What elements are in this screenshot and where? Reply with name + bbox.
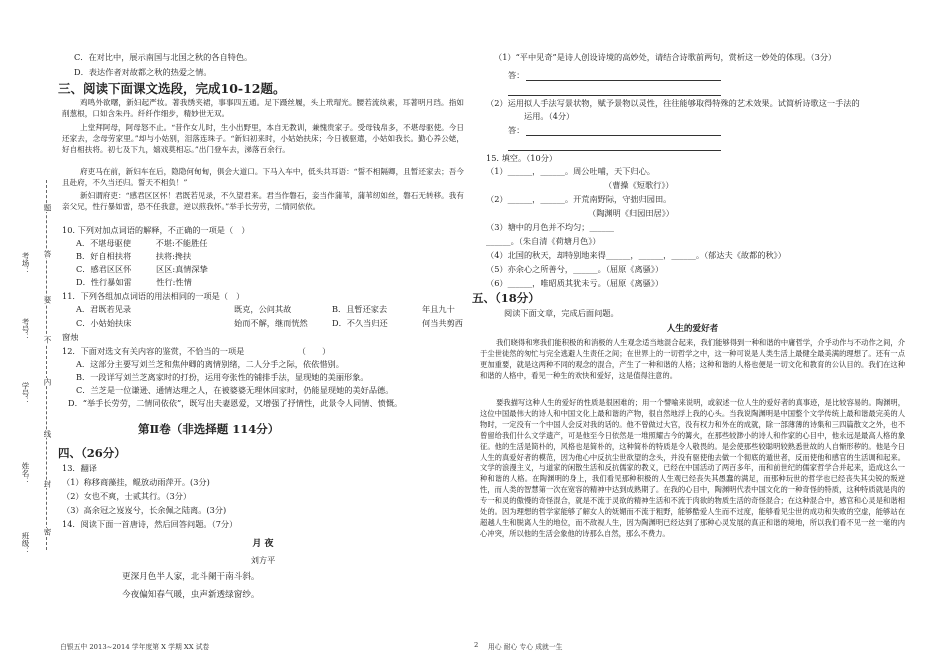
cut-word: 封 (43, 480, 52, 488)
fill-2-source: （陶渊明《归园田居》） (588, 208, 674, 218)
cut-word: 题 (43, 204, 52, 212)
margin-label-exam-room: 考场： (21, 252, 30, 275)
q11-option-b1: B．且暂还家去 (332, 304, 388, 314)
q10-option-d: D．性行暴如雷 性行:性情 (76, 277, 192, 287)
fill-1[interactable]: （1）______，______。周公吐哺，天下归心。 (486, 166, 655, 176)
passage-para-3: 府吏马在前，新妇车在后，隐隐何甸甸，俱会大道口。下马入车中，低头共耳语：“誓不相隔卿，且暂还家去；吾今且赴府，不久当还归。誓天不相负！” (62, 167, 464, 188)
cut-word: 要 (43, 296, 52, 304)
margin-label-name: 姓名： (21, 462, 30, 485)
poem-author: 刘方平 (250, 555, 276, 565)
q12-option-d: D．“举手长劳劳，二情同依依”，既写出夫妻恩爱，又增强了抒情性，此景令人同情、愤慨。 (68, 398, 403, 408)
question-11: 11．下列各组加点词语的用法相同的一项是（ ） (62, 291, 245, 301)
q14-sub-2-cont: 运用。（4分） (524, 111, 575, 121)
q11-option-a1: A．君既若见录 (76, 304, 132, 314)
question-14: 14．阅读下面一首唐诗，然后回答问题。（7分） (62, 519, 238, 529)
part-2-heading: 第Ⅱ卷（非选择题 114分） (138, 422, 280, 436)
fill-6[interactable]: （6）______，唯昭质其犹未亏。（屈原《离骚》） (486, 278, 664, 288)
section-4-heading: 四、（26分） (58, 446, 126, 460)
q13-item-1: （1）称移商藻挂，鲲放动雨萍开。(3分) (62, 477, 210, 487)
q12-option-b: B．一段详写刘兰芝离家时的打扮，运用夸张性的铺排手法，显现她的美丽形象。 (76, 372, 369, 382)
answer-line-2[interactable] (508, 86, 721, 96)
right-column (472, 0, 905, 658)
section-3-heading: 三、阅读下面课文选段，完成10-12题。 (58, 81, 286, 96)
cut-word: 密 (43, 528, 52, 536)
cut-word: 不 (43, 336, 52, 344)
section-5-intro: 阅读下面文章，完成后面问题。 (504, 308, 619, 318)
footer-motto: 用心 耐心 专心 成就一生 (488, 643, 563, 651)
q11-option-d1: D．不久当归还 (332, 318, 388, 328)
q11-option-b2: 年且九十 (422, 304, 455, 314)
passage-para-4: 新妇谓府吏：“感君区区怀！君既若见录，不久望君来。君当作磐石，妾当作蒲苇，蒲苇纫如丝，磐石无转移。我有亲父兄，性行暴如雷，恐不任我意，逆以煎我怀。”举手长劳劳，二情同依依。 (62, 191, 464, 212)
answer-line-4[interactable] (508, 141, 721, 151)
answer-line-3[interactable] (526, 126, 721, 136)
article-para-2: 要我描写这种人生的爱好的性质是很困难的；用一个譬喻来说明，或叙述一位人生的爱好者的真事迹，是比较容易的。陶渊明，这位中国最伟大的诗人和中国文化上最和谐的产物，很自然地浮上我的心头。当我说陶渊明是中国整个文学传统上最和谐最完美的人物时，一定没有一个中国人会反对我的话的。他不曾做过大官，没有权力和外在的成就，除一部薄薄的诗集和三四篇散文之外，也不曾留给我们什么文学遗产，可是他至今日依然是一堆照耀古今的篝火，在那些较渺小的诗人和作家的心目中，他永远是最高人格的象征。他的生活是简朴的，风格也是简朴的，这种简朴的特质是令人敬畏的。是会使那些较聪明较熟悉世故的人自惭形秽的。他是今日人生的真爱好者的模范，因为他心中反抗尘世欲望的念头，并没有驱使他去做一个彻底的遁世者，反而使他和感官的生活调和起来。文学的浪漫主义，与道家的闲散生活和反抗儒家的教义，已经在中国活动了两百多年，而和前世纪的儒家哲学合并起来，造成这么一种和谐的人格。在陶渊明的身上，我们看见那种积极的人生观已经丧失其愚蠢的满足，而那种玩世的哲学也已经丧失其尖锐的叛逆性，而人类的智慧第一次在宽容的精神中达到成熟期了。在我的心目中，陶渊明代表中国文化的一种奇怪的特质，这种特质就是肉的专一和灵的傲慢的奇怪混合，就是不流于灵欲的精神生活和不流于肉欲的物质生活的奇怪混合；在这种混合中，感官和心灵是和谐相处的。因为理想的哲学家能够了解女人的妩媚而不流于粗野，能够酷爱人生而不过度，能够看见尘世的成功和失败的空虚，能够站在超越人生和脱离人生的地位，而不敌视人生，因为陶渊明已经达到了那种心灵发展的真正和谐的境地，所以我们看不见一丝一毫的内心冲突，所以他的生活会象他的诗那么自然，那么不费力。 (480, 398, 905, 538)
question-12: 12．下面对选文有关内容的鉴赏，不恰当的一项是 （ ） (62, 346, 331, 356)
fill-1-source: （曹操《短歌行》） (604, 180, 674, 190)
q12-option-c: C．兰芝是一位谦逊、通情达理之人，在被婆婆无理休回家时，仍能显现她的美好品德。 (76, 385, 394, 395)
question-13: 13．翻译 (62, 463, 97, 473)
option-d: D．表达作者对故都之秋的热爱之情。 (74, 67, 212, 77)
q11-option-c2: 始而不解，继而恍然 (234, 318, 308, 328)
cut-word: 答 (43, 250, 52, 258)
q13-item-2: （2）女也不爽，士贰其行。（3分） (62, 491, 192, 501)
q12-option-a: A．这部分主要写刘兰芝和焦仲卿的离情别绪，二人分手之际，依依惜别。 (76, 359, 344, 369)
section-5-heading: 五、（18分） (472, 291, 540, 305)
fill-5[interactable]: （5）亦余心之所善兮，______。（屈原《离骚》） (486, 264, 664, 274)
poem-title: 月 夜 (252, 539, 274, 549)
option-c: C．在对比中，展示南国与北国之秋的各自特色。 (74, 52, 253, 62)
footer-page-number: 2 (474, 641, 479, 649)
binding-margin (0, 0, 52, 658)
fill-3-cont[interactable]: ______。（朱自清《荷塘月色》） (486, 236, 601, 246)
q11-option-d2: 何当共剪西 (422, 318, 463, 328)
answer-label-1[interactable]: 答： (508, 70, 525, 80)
q10-option-b: B．好自相扶将 扶将:搀扶 (76, 251, 192, 261)
passage-para-2: 上堂拜阿母，阿母怒不止。“昔作女儿时，生小出野里，本自无教训，兼愧贵家子。受母钱帛多，不堪母驱使。今日还家去，念母劳家里。”却与小姑别，泪落连珠子。“新妇初来时，小姑始扶床；今日被驱遣，小姑如我长。勤心养公姥，好自相扶将。初七及下九，嬉戏莫相忘。”出门登车去，涕落百余行。 (62, 123, 464, 155)
q11-option-c1: C．小姑始扶床 (76, 318, 132, 328)
margin-label-class: 班级： (21, 532, 30, 555)
poem-line-1: 更深月色半人家，北斗阑干南斗斜。 (122, 572, 260, 582)
fill-3[interactable]: （3）塘中的月色并不均匀；______ (486, 222, 615, 232)
cut-word: 线 (43, 430, 52, 438)
question-10: 10. 下列对加点词语的解释，不正确的一项是（ ） (62, 225, 250, 235)
margin-label-exam-number: 考号： (21, 318, 30, 341)
poem-line-2: 今夜偏知春气暖，虫声新透绿窗纱。 (122, 590, 260, 600)
q11-option-a2: 既克，公问其故 (234, 304, 292, 314)
q10-option-c: C．感君区区怀 区区:真情深挚 (76, 264, 208, 274)
answer-label-2[interactable]: 答： (508, 125, 525, 135)
margin-label-student-id: 学号： (21, 382, 30, 405)
question-15: 15. 填空。（10分） (486, 153, 558, 163)
q14-sub-2: （2）运用拟人手法写景状物，赋予景物以灵性，往往能够取得特殊的艺术效果。试简析诗歌这一手法的 (486, 98, 860, 108)
left-column (58, 0, 468, 658)
fill-2[interactable]: （2）______，______。开荒南野际，守拙归园田。 (486, 194, 672, 204)
cut-word: 内 (43, 378, 52, 386)
article-para-1: 我们晓得和寒我们能积极的和消极的人生观念适当地混合起来，我们能够得到一种和谐的中庸哲学，介乎动作与不动作之间，介于尘世徒然的匆忙与完全逃避人生责任之间；在世界上的一切哲学之中，这一种可说是人类生活上最健全最美满的理想了。还有一点更加重要，就是这两种不同的观念的混合，产生了一种和谐的人格；这种和谐的人格也便是一切文化和教育的公认目的。我们在这种和谐的人格中，看见一种生的欢快和爱好，这是值得注意的。 (480, 338, 905, 380)
q14-sub-1: （1）“平中见奇”是诗人创设诗境的高妙处，请结合诗歌前两句，赏析这一妙处的体现。（3分） (494, 52, 837, 62)
article-title: 人生的爱好者 (666, 324, 719, 334)
q13-item-3: （3）高余冠之岌岌兮，长余佩之陆离。(3分) (62, 505, 227, 515)
passage-para-1: 鸡鸣外欲曙，新妇起严妆。著我绣夹裙，事事四五通。足下蹑丝履，头上玳瑁光。腰若流纨素，耳著明月珰。指如削葱根，口如含朱丹。纤纤作细步，精妙世无双。 (62, 98, 464, 119)
q11-wrap: 窗烛 (62, 332, 79, 342)
q10-option-a: A．不堪母驱使 不堪:不能胜任 (76, 238, 208, 248)
footer-school: 白银五中 2013~2014 学年度第 X 学期 XX 试卷 (60, 643, 210, 651)
cut-line (46, 180, 47, 550)
answer-line-1[interactable] (526, 71, 721, 81)
fill-4[interactable]: （4）北国的秋天，却特别地来得______，______，______。（郁达夫《故都的秋》） (486, 250, 786, 260)
